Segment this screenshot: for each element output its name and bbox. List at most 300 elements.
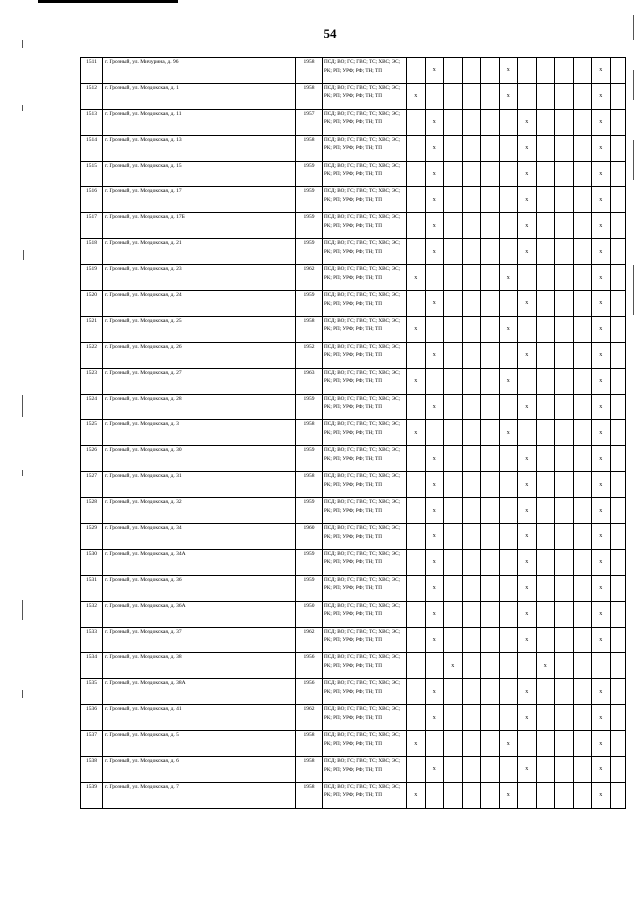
mark-cell xyxy=(499,291,518,317)
mark-cell xyxy=(481,679,500,705)
mark-cell xyxy=(573,679,592,705)
mark-cell xyxy=(425,782,444,808)
mark-cell: x xyxy=(518,187,537,213)
row-number: 1525 xyxy=(81,420,103,446)
mark-cell xyxy=(499,757,518,783)
mark-cell xyxy=(444,575,463,601)
year-cell: 1958 xyxy=(296,757,323,783)
mark-cell: x xyxy=(518,757,537,783)
mark-cell: x xyxy=(425,187,444,213)
mark-cell xyxy=(462,653,481,679)
row-number: 1538 xyxy=(81,757,103,783)
mark-cell xyxy=(407,679,426,705)
mark-cell xyxy=(444,524,463,550)
row-number: 1518 xyxy=(81,239,103,265)
mark-cell xyxy=(573,498,592,524)
mark-cell xyxy=(462,239,481,265)
mark-cell: x xyxy=(518,627,537,653)
table-row xyxy=(81,782,626,808)
mark-cell xyxy=(573,575,592,601)
mark-cell xyxy=(536,731,555,757)
mark-cell xyxy=(444,342,463,368)
mark-cell: x xyxy=(499,731,518,757)
mark-cell xyxy=(555,291,574,317)
mark-cell: x xyxy=(518,446,537,472)
mark-cell xyxy=(444,498,463,524)
blank-cell xyxy=(610,498,625,524)
address-cell: г. Грозный, ул. Моздокская, д. 7 xyxy=(103,782,296,808)
year-cell: 1959 xyxy=(296,446,323,472)
year-cell: 1959 xyxy=(296,575,323,601)
mark-cell: x xyxy=(518,679,537,705)
mark-cell xyxy=(555,446,574,472)
year-cell: 1963 xyxy=(296,368,323,394)
row-number: 1522 xyxy=(81,342,103,368)
year-cell: 1962 xyxy=(296,705,323,731)
mark-cell xyxy=(425,420,444,446)
mark-cell xyxy=(499,653,518,679)
mark-cell xyxy=(573,265,592,291)
mark-cell xyxy=(481,575,500,601)
systems-cell: ПСД; ВО; ГС; ГВС; ТС; ХВС; ЭС; РК; РП; УРФ; РФ; ТН; ТП xyxy=(323,575,407,601)
systems-cell: ПСД; ВО; ГС; ГВС; ТС; ХВС; ЭС; РК; РП; УРФ; РФ; ТН; ТП xyxy=(323,265,407,291)
table-row xyxy=(81,601,626,627)
mark-cell: x xyxy=(518,498,537,524)
mark-cell: x xyxy=(499,368,518,394)
address-cell: г. Грозный, ул. Моздокская, д. 23 xyxy=(103,265,296,291)
year-cell: 1962 xyxy=(296,265,323,291)
mark-cell xyxy=(499,394,518,420)
mark-cell xyxy=(536,549,555,575)
row-number: 1523 xyxy=(81,368,103,394)
address-cell: г. Грозный, ул. Моздокская, д. 41 xyxy=(103,705,296,731)
mark-cell xyxy=(573,782,592,808)
mark-cell xyxy=(462,213,481,239)
mark-cell xyxy=(462,109,481,135)
mark-cell: x xyxy=(592,731,611,757)
mark-cell xyxy=(444,213,463,239)
mark-cell xyxy=(462,83,481,109)
mark-cell: x xyxy=(592,420,611,446)
mark-cell xyxy=(518,420,537,446)
address-cell: г. Грозный, ул. Моздокская, д. 37 xyxy=(103,627,296,653)
mark-cell: x xyxy=(518,601,537,627)
mark-cell: x xyxy=(518,161,537,187)
mark-cell xyxy=(481,782,500,808)
mark-cell xyxy=(462,498,481,524)
blank-cell xyxy=(610,342,625,368)
blank-cell xyxy=(610,83,625,109)
mark-cell xyxy=(407,187,426,213)
address-cell: г. Грозный, ул. Моздокская, д. 21 xyxy=(103,239,296,265)
mark-cell: x xyxy=(592,161,611,187)
year-cell: 1959 xyxy=(296,213,323,239)
systems-cell: ПСД; ВО; ГС; ГВС; ТС; ХВС; ЭС; РК; РП; УРФ; РФ; ТН; ТП xyxy=(323,472,407,498)
systems-cell: ПСД; ВО; ГС; ГВС; ТС; ХВС; ЭС; РК; РП; УРФ; РФ; ТН; ТП xyxy=(323,58,407,84)
mark-cell xyxy=(536,420,555,446)
address-cell: г. Грозный, ул. Мичурина, д. 96 xyxy=(103,58,296,84)
year-cell: 1956 xyxy=(296,679,323,705)
mark-cell: x xyxy=(425,58,444,84)
mark-cell xyxy=(518,83,537,109)
mark-cell: x xyxy=(499,83,518,109)
systems-cell: ПСД; ВО; ГС; ГВС; ТС; ХВС; ЭС; РК; РП; УРФ; РФ; ТН; ТП xyxy=(323,316,407,342)
mark-cell: x xyxy=(425,291,444,317)
mark-cell xyxy=(444,316,463,342)
mark-cell xyxy=(462,420,481,446)
mark-cell xyxy=(518,265,537,291)
mark-cell xyxy=(555,187,574,213)
mark-cell xyxy=(536,705,555,731)
mark-cell xyxy=(536,472,555,498)
mark-cell xyxy=(573,291,592,317)
mark-cell: x xyxy=(407,782,426,808)
table-row xyxy=(81,265,626,291)
mark-cell: x xyxy=(592,187,611,213)
mark-cell xyxy=(536,83,555,109)
mark-cell: x xyxy=(425,627,444,653)
mark-cell xyxy=(536,316,555,342)
mark-cell xyxy=(444,731,463,757)
mark-cell xyxy=(481,394,500,420)
mark-cell: x xyxy=(592,549,611,575)
year-cell: 1958 xyxy=(296,316,323,342)
mark-cell xyxy=(573,653,592,679)
mark-cell xyxy=(499,161,518,187)
scan-top-edge xyxy=(38,0,178,3)
mark-cell xyxy=(481,524,500,550)
mark-cell: x xyxy=(592,524,611,550)
mark-cell xyxy=(555,135,574,161)
address-cell: г. Грозный, ул. Моздокская, д. 36 xyxy=(103,575,296,601)
mark-cell: x xyxy=(518,342,537,368)
systems-cell: ПСД; ВО; ГС; ГВС; ТС; ХВС; ЭС; РК; РП; УРФ; РФ; ТН; ТП xyxy=(323,498,407,524)
mark-cell xyxy=(573,316,592,342)
systems-cell: ПСД; ВО; ГС; ГВС; ТС; ХВС; ЭС; РК; РП; УРФ; РФ; ТН; ТП xyxy=(323,446,407,472)
mark-cell xyxy=(462,135,481,161)
mark-cell: x xyxy=(592,601,611,627)
row-number: 1519 xyxy=(81,265,103,291)
year-cell: 1962 xyxy=(296,627,323,653)
year-cell: 1959 xyxy=(296,187,323,213)
table-row xyxy=(81,135,626,161)
mark-cell xyxy=(462,187,481,213)
mark-cell xyxy=(444,627,463,653)
blank-cell xyxy=(610,161,625,187)
mark-cell xyxy=(444,83,463,109)
address-cell: г. Грозный, ул. Моздокская, д. 36А xyxy=(103,601,296,627)
address-cell: г. Грозный, ул. Моздокская, д. 3 xyxy=(103,420,296,446)
mark-cell: x xyxy=(518,239,537,265)
mark-cell: x xyxy=(425,213,444,239)
mark-cell xyxy=(536,601,555,627)
mark-cell xyxy=(518,368,537,394)
mark-cell xyxy=(555,757,574,783)
mark-cell xyxy=(481,265,500,291)
mark-cell: x xyxy=(425,549,444,575)
mark-cell xyxy=(481,239,500,265)
mark-cell xyxy=(499,549,518,575)
mark-cell: x xyxy=(518,135,537,161)
mark-cell xyxy=(499,575,518,601)
blank-cell xyxy=(610,420,625,446)
address-cell: г. Грозный, ул. Моздокская, д. 6 xyxy=(103,757,296,783)
row-number: 1534 xyxy=(81,653,103,679)
mark-cell xyxy=(407,472,426,498)
mark-cell xyxy=(407,446,426,472)
table-row xyxy=(81,549,626,575)
mark-cell xyxy=(555,705,574,731)
table-row xyxy=(81,472,626,498)
mark-cell: x xyxy=(425,705,444,731)
mark-cell: x xyxy=(407,316,426,342)
table-row xyxy=(81,679,626,705)
blank-cell xyxy=(610,109,625,135)
mark-cell xyxy=(499,627,518,653)
mark-cell: x xyxy=(592,498,611,524)
mark-cell xyxy=(555,368,574,394)
mark-cell: x xyxy=(499,420,518,446)
address-cell: г. Грозный, ул. Моздокская, д. 27 xyxy=(103,368,296,394)
address-cell: г. Грозный, ул. Моздокская, д. 1 xyxy=(103,83,296,109)
mark-cell xyxy=(444,446,463,472)
blank-cell xyxy=(610,265,625,291)
mark-cell: x xyxy=(518,472,537,498)
mark-cell xyxy=(407,549,426,575)
mark-cell: x xyxy=(425,109,444,135)
mark-cell xyxy=(481,368,500,394)
mark-cell: x xyxy=(425,239,444,265)
mark-cell xyxy=(555,653,574,679)
mark-cell xyxy=(407,627,426,653)
address-cell: г. Грозный, ул. Моздокская, д. 34 xyxy=(103,524,296,550)
mark-cell xyxy=(555,316,574,342)
systems-cell: ПСД; ВО; ГС; ГВС; ТС; ХВС; ЭС; РК; РП; УРФ; РФ; ТН; ТП xyxy=(323,420,407,446)
year-cell: 1958 xyxy=(296,731,323,757)
mark-cell xyxy=(518,653,537,679)
row-number: 1520 xyxy=(81,291,103,317)
mark-cell xyxy=(462,394,481,420)
mark-cell xyxy=(555,679,574,705)
table-row xyxy=(81,731,626,757)
mark-cell xyxy=(425,265,444,291)
mark-cell xyxy=(499,187,518,213)
mark-cell xyxy=(518,58,537,84)
mark-cell: x xyxy=(407,83,426,109)
year-cell: 1959 xyxy=(296,239,323,265)
mark-cell xyxy=(536,394,555,420)
mark-cell xyxy=(555,239,574,265)
systems-cell: ПСД; ВО; ГС; ГВС; ТС; ХВС; ЭС; РК; РП; УРФ; РФ; ТН; ТП xyxy=(323,368,407,394)
mark-cell: x xyxy=(425,498,444,524)
address-cell: г. Грозный, ул. Моздокская, д. 26 xyxy=(103,342,296,368)
address-cell: г. Грозный, ул. Моздокская, д. 11 xyxy=(103,109,296,135)
mark-cell: x xyxy=(499,58,518,84)
mark-cell xyxy=(499,109,518,135)
mark-cell xyxy=(573,213,592,239)
mark-cell xyxy=(536,757,555,783)
mark-cell xyxy=(555,549,574,575)
mark-cell: x xyxy=(592,239,611,265)
address-cell: г. Грозный, ул. Моздокская, д. 34А xyxy=(103,549,296,575)
address-cell: г. Грозный, ул. Моздокская, д. 28 xyxy=(103,394,296,420)
row-number: 1517 xyxy=(81,213,103,239)
mark-cell: x xyxy=(592,368,611,394)
mark-cell xyxy=(573,187,592,213)
mark-cell xyxy=(573,394,592,420)
mark-cell xyxy=(481,58,500,84)
mark-cell xyxy=(481,498,500,524)
year-cell: 1958 xyxy=(296,420,323,446)
mark-cell xyxy=(573,368,592,394)
row-number: 1524 xyxy=(81,394,103,420)
mark-cell: x xyxy=(407,420,426,446)
blank-cell xyxy=(610,394,625,420)
mark-cell xyxy=(573,731,592,757)
mark-cell xyxy=(407,524,426,550)
mark-cell xyxy=(462,549,481,575)
mark-cell xyxy=(481,161,500,187)
blank-cell xyxy=(610,58,625,84)
mark-cell xyxy=(536,239,555,265)
systems-cell: ПСД; ВО; ГС; ГВС; ТС; ХВС; ЭС; РК; РП; УРФ; РФ; ТН; ТП xyxy=(323,239,407,265)
mark-cell xyxy=(444,394,463,420)
blank-cell xyxy=(610,291,625,317)
mark-cell xyxy=(555,161,574,187)
mark-cell: x xyxy=(592,291,611,317)
systems-cell: ПСД; ВО; ГС; ГВС; ТС; ХВС; ЭС; РК; РП; УРФ; РФ; ТН; ТП xyxy=(323,731,407,757)
blank-cell xyxy=(610,549,625,575)
mark-cell xyxy=(573,472,592,498)
mark-cell xyxy=(536,135,555,161)
mark-cell: x xyxy=(518,705,537,731)
table-row xyxy=(81,394,626,420)
mark-cell xyxy=(407,394,426,420)
table-row xyxy=(81,109,626,135)
mark-cell xyxy=(499,601,518,627)
mark-cell xyxy=(536,524,555,550)
mark-cell xyxy=(462,731,481,757)
mark-cell xyxy=(407,601,426,627)
address-cell: г. Грозный, ул. Моздокская, д. 32 xyxy=(103,498,296,524)
mark-cell xyxy=(555,498,574,524)
mark-cell xyxy=(573,135,592,161)
blank-cell xyxy=(610,316,625,342)
mark-cell xyxy=(407,213,426,239)
mark-cell xyxy=(481,653,500,679)
row-number: 1528 xyxy=(81,498,103,524)
year-cell: 1958 xyxy=(296,83,323,109)
mark-cell xyxy=(555,524,574,550)
mark-cell: x xyxy=(592,679,611,705)
mark-cell xyxy=(407,498,426,524)
systems-cell: ПСД; ВО; ГС; ГВС; ТС; ХВС; ЭС; РК; РП; УРФ; РФ; ТН; ТП xyxy=(323,342,407,368)
mark-cell xyxy=(573,161,592,187)
mark-cell xyxy=(462,782,481,808)
mark-cell xyxy=(407,291,426,317)
mark-cell xyxy=(499,446,518,472)
row-number: 1512 xyxy=(81,83,103,109)
systems-cell: ПСД; ВО; ГС; ГВС; ТС; ХВС; ЭС; РК; РП; УРФ; РФ; ТН; ТП xyxy=(323,524,407,550)
mark-cell xyxy=(573,757,592,783)
mark-cell xyxy=(536,213,555,239)
mark-cell xyxy=(555,601,574,627)
mark-cell xyxy=(425,731,444,757)
mark-cell xyxy=(573,524,592,550)
mark-cell xyxy=(407,239,426,265)
table-row xyxy=(81,83,626,109)
mark-cell xyxy=(407,109,426,135)
mark-cell xyxy=(555,394,574,420)
year-cell: 1958 xyxy=(296,58,323,84)
mark-cell xyxy=(481,549,500,575)
mark-cell: x xyxy=(444,653,463,679)
mark-cell xyxy=(444,472,463,498)
mark-cell xyxy=(499,135,518,161)
address-cell: г. Грозный, ул. Моздокская, д. 5 xyxy=(103,731,296,757)
mark-cell xyxy=(462,627,481,653)
mark-cell xyxy=(536,446,555,472)
mark-cell xyxy=(407,653,426,679)
year-cell: 1959 xyxy=(296,394,323,420)
mark-cell: x xyxy=(518,213,537,239)
row-number: 1515 xyxy=(81,161,103,187)
mark-cell xyxy=(462,58,481,84)
systems-cell: ПСД; ВО; ГС; ГВС; ТС; ХВС; ЭС; РК; РП; УРФ; РФ; ТН; ТП xyxy=(323,394,407,420)
mark-cell xyxy=(481,83,500,109)
mark-cell xyxy=(407,705,426,731)
mark-cell: x xyxy=(425,342,444,368)
housing-stock-table xyxy=(80,57,626,809)
systems-cell: ПСД; ВО; ГС; ГВС; ТС; ХВС; ЭС; РК; РП; УРФ; РФ; ТН; ТП xyxy=(323,549,407,575)
mark-cell xyxy=(462,368,481,394)
mark-cell: x xyxy=(592,58,611,84)
table-row xyxy=(81,291,626,317)
address-cell: г. Грозный, ул. Моздокская, д. 31 xyxy=(103,472,296,498)
table-row xyxy=(81,498,626,524)
mark-cell xyxy=(573,58,592,84)
mark-cell: x xyxy=(592,472,611,498)
mark-cell: x xyxy=(518,291,537,317)
mark-cell xyxy=(462,601,481,627)
blank-cell xyxy=(610,757,625,783)
mark-cell xyxy=(536,575,555,601)
table-row xyxy=(81,446,626,472)
systems-cell: ПСД; ВО; ГС; ГВС; ТС; ХВС; ЭС; РК; РП; УРФ; РФ; ТН; ТП xyxy=(323,705,407,731)
systems-cell: ПСД; ВО; ГС; ГВС; ТС; ХВС; ЭС; РК; РП; УРФ; РФ; ТН; ТП xyxy=(323,187,407,213)
blank-cell xyxy=(610,731,625,757)
systems-cell: ПСД; ВО; ГС; ГВС; ТС; ХВС; ЭС; РК; РП; УРФ; РФ; ТН; ТП xyxy=(323,601,407,627)
systems-cell: ПСД; ВО; ГС; ГВС; ТС; ХВС; ЭС; РК; РП; УРФ; РФ; ТН; ТП xyxy=(323,627,407,653)
blank-cell xyxy=(610,653,625,679)
mark-cell xyxy=(481,420,500,446)
row-number: 1511 xyxy=(81,58,103,84)
row-number: 1531 xyxy=(81,575,103,601)
mark-cell: x xyxy=(425,601,444,627)
mark-cell xyxy=(444,782,463,808)
mark-cell: x xyxy=(407,265,426,291)
mark-cell xyxy=(444,291,463,317)
address-cell: г. Грозный, ул. Моздокская, д. 15 xyxy=(103,161,296,187)
mark-cell: x xyxy=(592,135,611,161)
mark-cell xyxy=(555,83,574,109)
mark-cell xyxy=(462,265,481,291)
address-cell: г. Грозный, ул. Моздокская, д. 17 xyxy=(103,187,296,213)
table-row xyxy=(81,627,626,653)
mark-cell: x xyxy=(407,731,426,757)
blank-cell xyxy=(610,213,625,239)
mark-cell xyxy=(536,291,555,317)
